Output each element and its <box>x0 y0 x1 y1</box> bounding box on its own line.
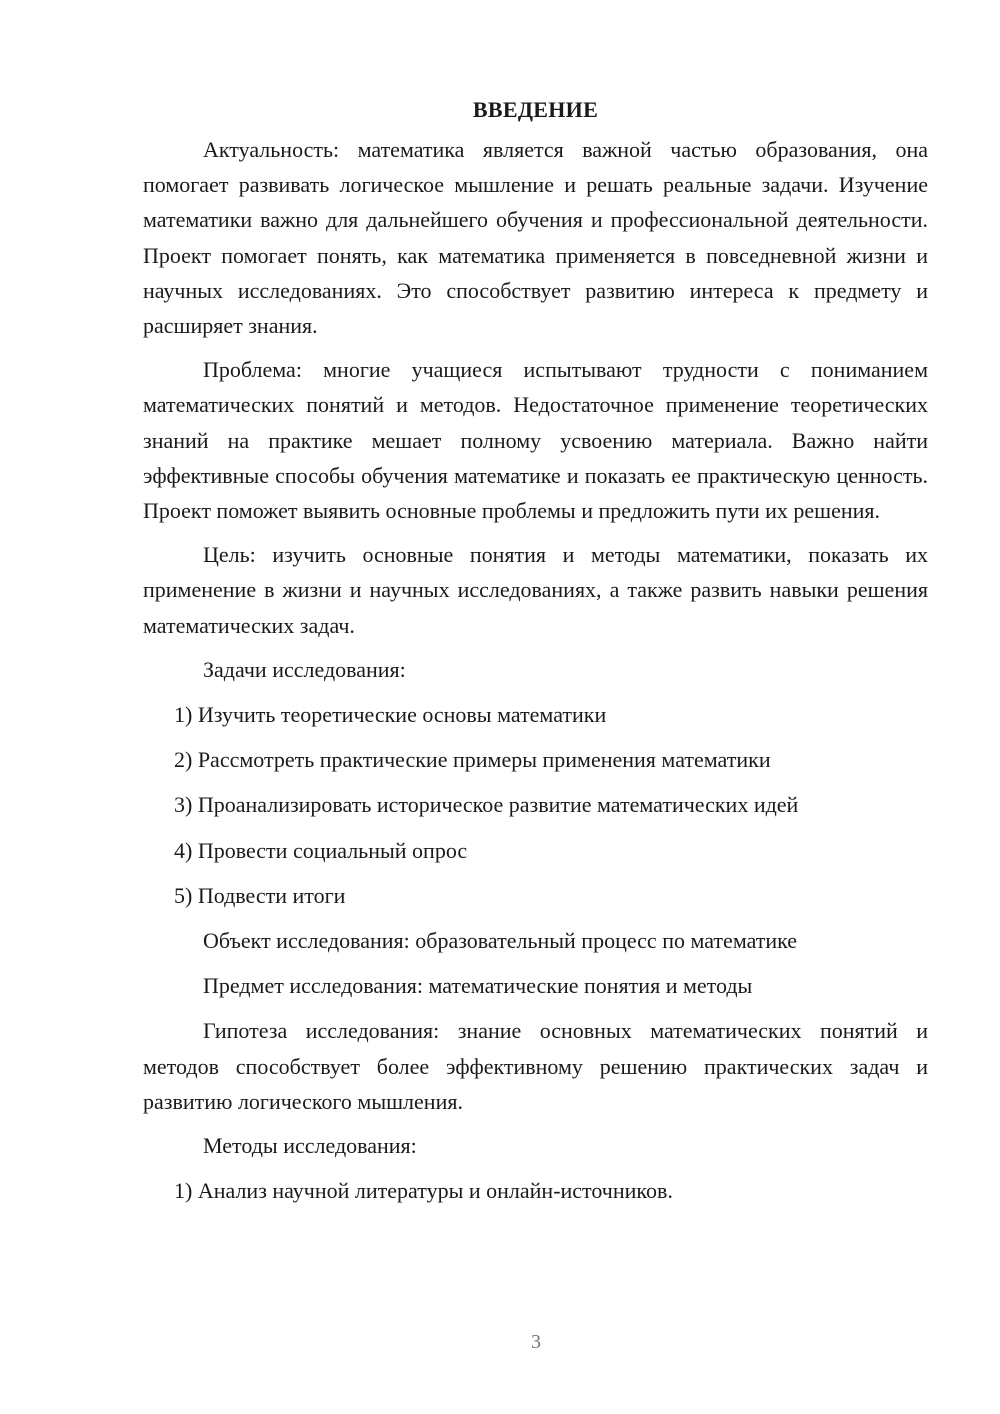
research-subject: Предмет исследования: математические понятия и методы <box>203 973 753 999</box>
tasks-list <box>143 697 928 913</box>
task-item: 4) Провести социальный опрос <box>174 837 468 863</box>
methods-list <box>143 1173 928 1208</box>
task-item: 2) Рассмотреть практические примеры применения математики <box>174 747 771 773</box>
relevance-paragraph: Актуальность: математика является важной частью образования, она помогает развивать логическое мышление и решать реальные задачи. Изучение математики важно для дальнейшего обучения и профессиональной деятельности. Проект помогает понять, как математика применяется в повседневной жизни и научных исследованиях. Это способствует развитию интереса к предмету и расширяет знания. <box>143 137 928 339</box>
method-item: 1) Анализ научной литературы и онлайн-источников. <box>174 1178 673 1204</box>
methods-label: Методы исследования: <box>203 1133 417 1159</box>
page-number: 3 <box>531 1331 541 1353</box>
section-title: ВВЕДЕНИЕ <box>472 97 599 122</box>
task-item: 5) Подвести итоги <box>174 882 346 908</box>
hypothesis-paragraph: Гипотеза исследования: знание основных математических понятий и методов способствует более эффективному решению практических задач и развитию логического мышления. <box>143 1018 928 1114</box>
research-object: Объект исследования: образовательный процесс по математике <box>203 928 798 954</box>
problem-paragraph: Проблема: многие учащиеся испытывают трудности с пониманием математических понятий и методов. Недостаточное применение теоретических знаний на практике мешает полному усвоению материала. Важно найти эффективные способы обучения математике и показать ее практическую ценность. Проект поможет выявить основные проблемы и предложить пути их решения. <box>143 357 928 524</box>
task-item: 3) Проанализировать историческое развитие математических идей <box>174 792 799 818</box>
goal-paragraph: Цель: изучить основные понятия и методы математики, показать их применение в жизни и научных исследованиях, а также развить навыки решения математических задач. <box>143 542 928 638</box>
task-item: 1) Изучить теоретические основы математики <box>174 702 607 728</box>
tasks-label: Задачи исследования: <box>203 656 406 682</box>
document-page <box>143 92 928 1218</box>
